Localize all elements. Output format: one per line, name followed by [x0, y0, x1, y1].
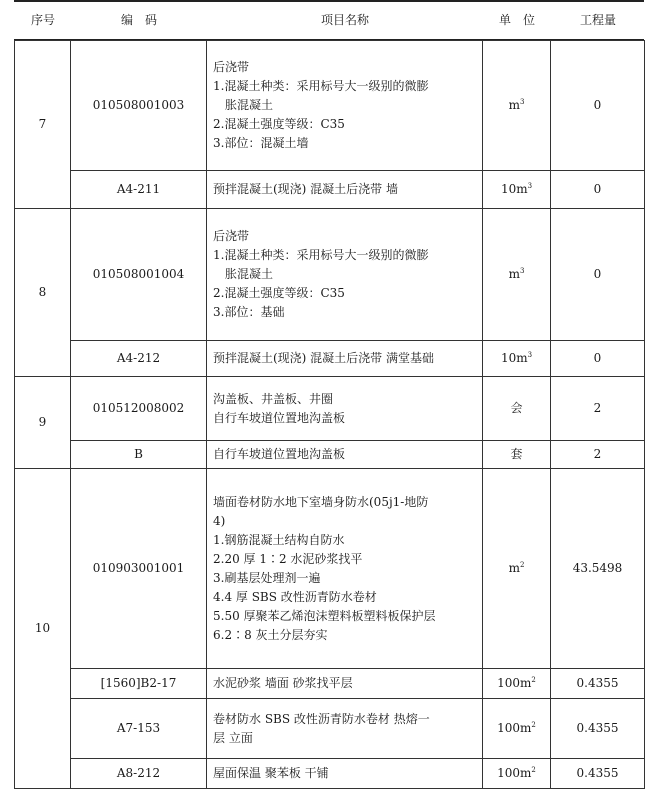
row-unit: $m^3$: [483, 209, 551, 341]
desc-line: 1.钢筋混凝土结构自防水: [213, 532, 345, 547]
desc-line: 3.部位：基础: [213, 305, 285, 319]
header-qty: 工程量: [579, 13, 616, 27]
row-desc: [207, 209, 483, 341]
desc-line: 3.刷基层处理剂一遍: [213, 570, 321, 585]
header-no: 序号: [30, 13, 55, 27]
row-unit: $m^2$: [483, 469, 551, 669]
row-code: A7-153: [71, 699, 207, 759]
row-code: 010903001001: [71, 469, 207, 669]
desc-line: 2.20 厚 1∶2 水泥砂浆找平: [213, 551, 363, 566]
desc-line: 胀混凝土: [225, 98, 274, 112]
desc-line: 2.混凝土强度等级：C35: [213, 286, 345, 300]
row-desc: [207, 171, 483, 209]
row-no: 9: [15, 377, 71, 469]
desc-line: 水泥砂浆 墙面 砂浆找平层: [213, 676, 353, 690]
row-qty: 0.4355: [551, 759, 645, 789]
row-desc: [207, 441, 483, 469]
row-desc: [207, 759, 483, 789]
row-qty: 0.4355: [551, 699, 645, 759]
row-no: 10: [15, 469, 71, 789]
desc-line: 1.混凝土种类：采用标号大一级别的微膨: [213, 248, 429, 262]
desc-line: 卷材防水 SBS 改性沥青防水卷材 热熔一: [213, 711, 430, 726]
desc-line: 自行车坡道位置地沟盖板: [213, 410, 346, 425]
row-no: 7: [15, 41, 71, 209]
desc-line: 屋面保温 聚苯板 干铺: [213, 766, 329, 780]
row-code: A4-212: [71, 341, 207, 377]
row-desc: [207, 699, 483, 759]
desc-line: 2.混凝土强度等级：C35: [213, 117, 345, 131]
row-unit: 套: [483, 441, 551, 469]
row-code: B: [71, 441, 207, 469]
table-row: [15, 341, 645, 377]
row-unit: 会: [483, 377, 551, 441]
row-unit: $100m^2$: [483, 759, 551, 789]
header-unit: 单 位: [498, 13, 535, 27]
table-row: [15, 377, 645, 441]
row-qty: 2: [551, 441, 645, 469]
row-qty: 0: [551, 41, 645, 171]
desc-line: 4.4 厚 SBS 改性沥青防水卷材: [213, 589, 377, 604]
quantity-table: [14, 40, 645, 789]
row-code: A8-212: [71, 759, 207, 789]
row-qty: 43.5498: [551, 469, 645, 669]
table-row: [15, 209, 645, 341]
row-unit: $100m^2$: [483, 669, 551, 699]
header-code: 编 码: [120, 13, 157, 27]
row-code: 010508001003: [71, 41, 207, 171]
desc-line: 预拌混凝土(现浇) 混凝土后浇带 墙: [213, 182, 398, 196]
table-row: [15, 759, 645, 789]
row-qty: 0.4355: [551, 669, 645, 699]
desc-line: 墙面卷材防水地下室墙身防水(05j1-地防: [213, 494, 429, 509]
row-code: 010512008002: [71, 377, 207, 441]
row-code: [1560]B2-17: [71, 669, 207, 699]
row-no: 8: [15, 209, 71, 377]
row-code: A4-211: [71, 171, 207, 209]
row-unit: $m^3$: [483, 41, 551, 171]
table-row: [15, 669, 645, 699]
row-desc: [207, 377, 483, 441]
row-qty: 2: [551, 377, 645, 441]
table-row: [15, 41, 645, 171]
desc-line: 沟盖板、井盖板、井圈: [213, 391, 334, 406]
desc-line: 4): [213, 513, 226, 528]
table-row: [15, 469, 645, 669]
row-qty: 0: [551, 209, 645, 341]
row-unit: $100m^2$: [483, 699, 551, 759]
desc-line: 自行车坡道位置地沟盖板: [213, 447, 346, 461]
table-row: [15, 171, 645, 209]
desc-line: 后浇带: [213, 229, 250, 243]
desc-line: 1.混凝土种类：采用标号大一级别的微膨: [213, 79, 429, 93]
desc-line: 后浇带: [213, 60, 250, 74]
desc-line: 6.2∶8 灰土分层夯实: [213, 627, 328, 642]
row-desc: [207, 341, 483, 377]
row-qty: 0: [551, 341, 645, 377]
desc-line: 5.50 厚聚苯乙烯泡沫塑料板塑料板保护层: [213, 608, 436, 623]
table-header: [14, 0, 645, 39]
table-row: [15, 699, 645, 759]
table-row: [15, 441, 645, 469]
row-desc: [207, 469, 483, 669]
header-name: 项目名称: [320, 13, 369, 27]
desc-line: 层 立面: [213, 730, 253, 745]
row-desc: [207, 669, 483, 699]
row-qty: 0: [551, 171, 645, 209]
row-unit: $10m^3$: [483, 171, 551, 209]
row-desc: [207, 41, 483, 171]
row-code: 010508001004: [71, 209, 207, 341]
desc-line: 3.部位：混凝土墙: [213, 136, 309, 150]
row-unit: $10m^3$: [483, 341, 551, 377]
desc-line: 预拌混凝土(现浇) 混凝土后浇带 满堂基础: [213, 351, 434, 365]
desc-line: 胀混凝土: [225, 267, 274, 281]
